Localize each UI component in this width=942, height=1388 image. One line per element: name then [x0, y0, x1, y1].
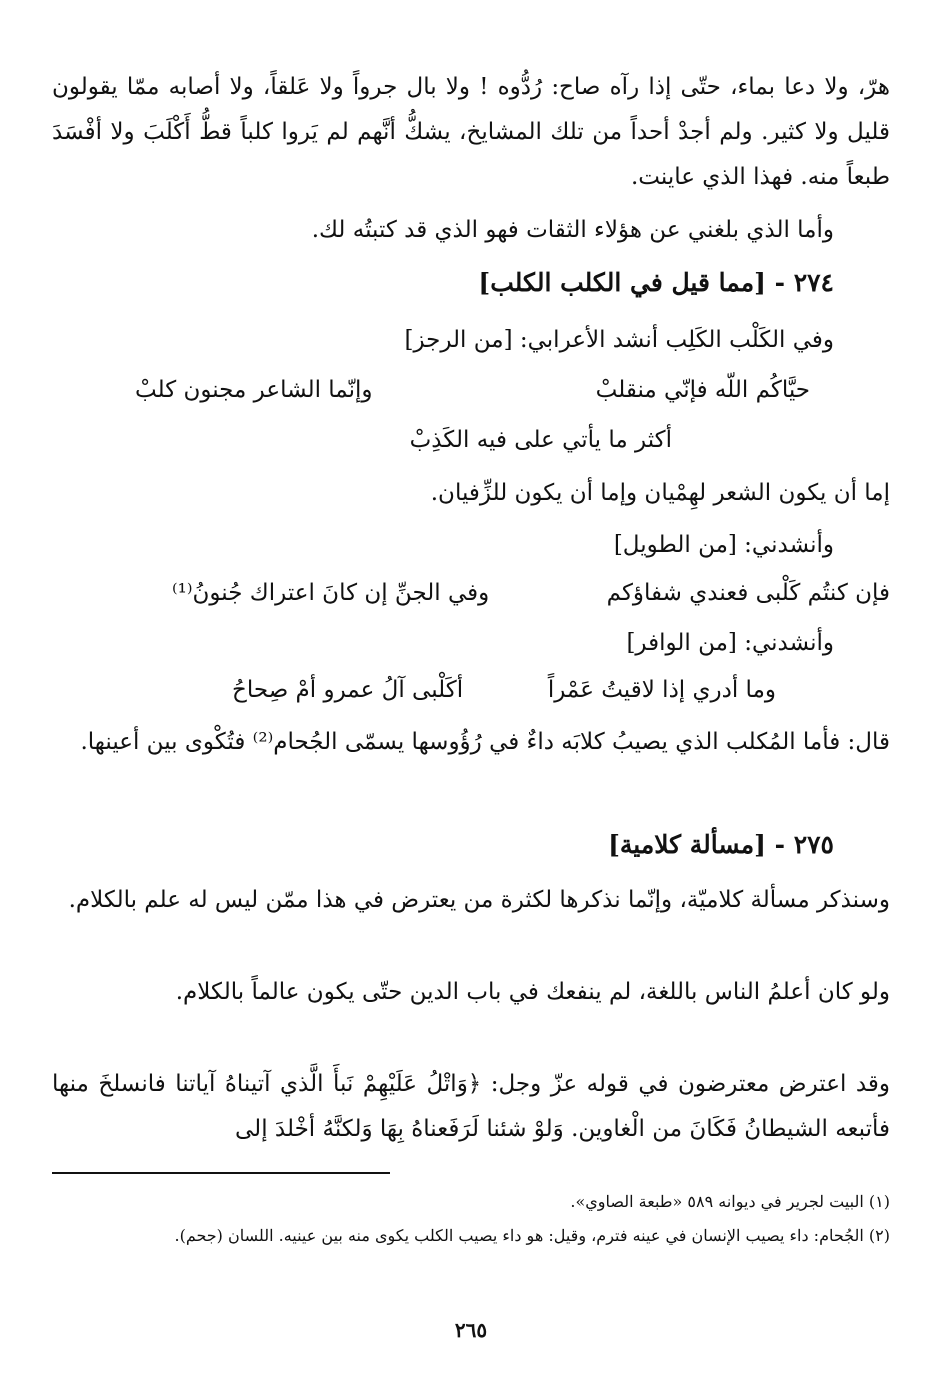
footnote-divider [52, 1172, 390, 1174]
paragraph-quran-objection: وقد اعترض معترضون في قوله عزّ وجل: ﴿وَاتْلُ عَلَيْهِمْ نَبأَ الَّذي آتيناهُ آياتنا فانسلخَ منها فأتبعه الشيطانُ فَكَانَ من الْغاوين. وَلوْ شئنا لَرَفَعناهُ بِهَا وَلكنَّهُ أخْلدَ إلى [52, 1071, 890, 1142]
paragraph-attribution: إما أن يكون الشعر لهِمْيان وإما أن يكون للزِّفيان. [430, 480, 890, 506]
section-heading-274: ٢٧٤ - [مما قيل في الكلب الكلب] [478, 268, 834, 297]
paragraph-language-knowledge: ولو كان أعلمُ الناس باللغة، لم ينفعك في باب الدين حتّى يكون عالماً بالكلام. [175, 979, 890, 1005]
verse-1-second-hemistich: وإنّما الشاعر مجنون كلبْ [135, 377, 373, 403]
verse-2-second-hemistich: وفي الجنِّ إن كانَ اعتراك جُنونُ⁽¹⁾ [172, 580, 490, 606]
paragraph-mukallib: قال: فأما المُكلب الذي يصيبُ كلابَه داءٌ في رُؤُوسها يسمّى الجُحام⁽²⁾ فتُكْوى بين أعينها. [80, 729, 890, 755]
verse-1-first-hemistich: حيَّاكُم اللّه فإنّي منقلبْ [595, 377, 810, 403]
verse-3-first-hemistich: وما أدري إذا لاقيتُ عَمْراً [547, 677, 776, 703]
footnote-1: (١) البيت لجرير في ديوانه ٥٨٩ «طبعة الصاوي». [570, 1192, 890, 1211]
paragraph-reported: وأما الذي بلغني عن هؤلاء الثقات فهو الذي قد كتبتُه لك. [311, 217, 834, 243]
verse-2-first-hemistich: فإن كنتُم كَلْبى فعندي شفاؤكم [606, 580, 890, 606]
paragraph-kalam-issue: وسنذكر مسألة كلاميّة، وإنّما نذكرها لكثرة من يعترض في هذا ممّن ليس له علم بالكلام. [68, 887, 890, 913]
paragraph-opening: هرّ، ولا دعا بماء، حتّى إذا رآه صاح: رُدُّوه ! ولا بال جرواً ولا عَلقاً، ولا أصابه ممّا يقولون قليل ولا كثير. ولم أجدْ أحداً من تلك المشايخ، يشكُّ أنَّهم لم يَروا كلباً قطُّ أَكْلَبَ ولا أفْسَدَ طبعاً منه. فهذا الذي عاينت. [52, 74, 890, 190]
verse-1-third-line: أكثر ما يأتي على فيه الكَذِبْ [409, 427, 672, 453]
section-heading-275: ٢٧٥ - [مسألة كلامية] [608, 830, 834, 859]
recite-wafir: وأنشدني: [من الوافر] [626, 630, 834, 656]
verse-3-second-hemistich: أكَلْبى آلُ عمرو أمْ صِحاحُ [232, 677, 464, 703]
verse-intro-rajaz: وفي الكَلْب الكَلِب أنشد الأعرابي: [من الرجز] [404, 327, 834, 353]
recite-tawil: وأنشدني: [من الطويل] [613, 532, 834, 558]
footnote-2: (٢) الجُحام: داء يصيب الإنسان في عينه فترم، وقيل: هو داء يصيب الكلب يكوى منه بين عينيه. اللسان (جحم). [174, 1226, 890, 1245]
page-number: ٢٦٥ [454, 1318, 488, 1342]
